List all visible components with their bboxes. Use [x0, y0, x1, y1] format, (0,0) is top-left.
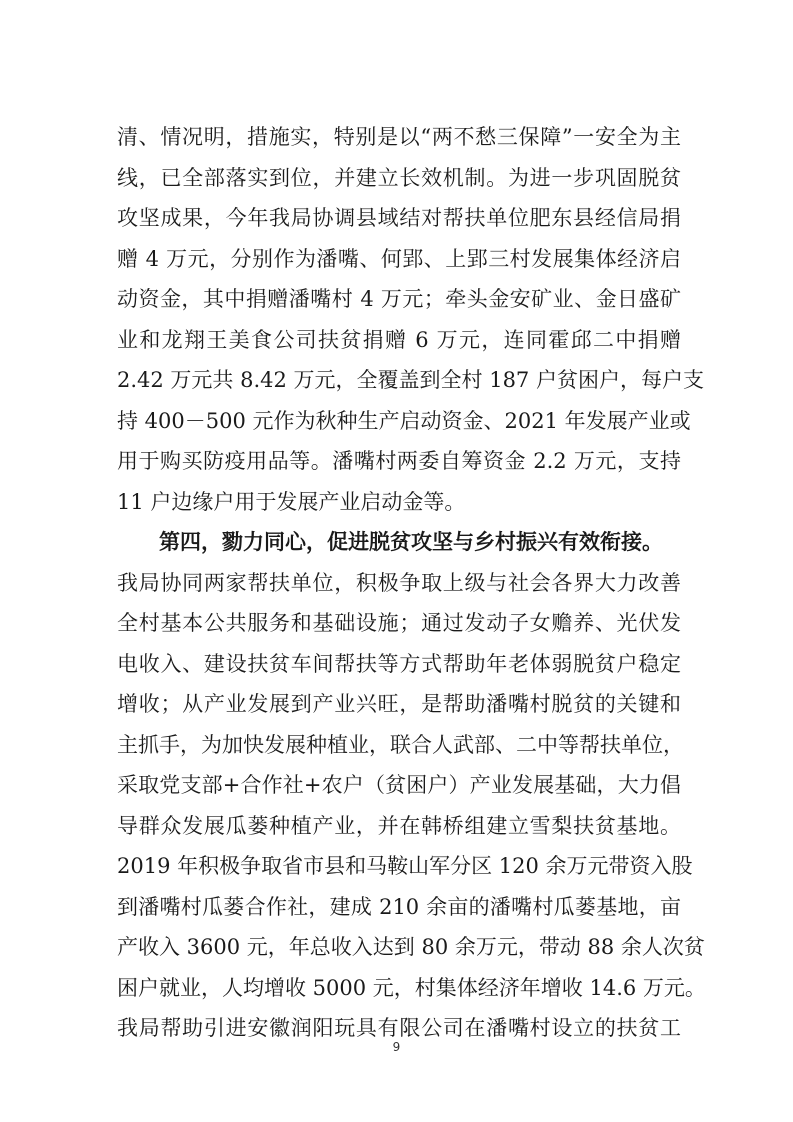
paragraph-line: 持 400－500 元作为秋种生产启动资金、2021 年发展产业或 — [117, 408, 691, 433]
paragraph-1 — [117, 117, 704, 522]
page-number: 9 — [392, 1040, 401, 1054]
paragraph-line: 攻坚成果，今年我局协调县域结对帮扶单位肥东县经信局捐 — [117, 206, 681, 230]
paragraph-line: 我局帮助引进安徽润阳玩具有限公司在潘嘴村设立的扶贫工 — [117, 1016, 681, 1040]
paragraph-line: 2.42 万元共 8.42 万元，全覆盖到全村 187 户贫困户，每户支 — [117, 368, 704, 392]
paragraph-line: 赠 4 万元，分别作为潘嘴、何郢、上郢三村发展集体经济启 — [117, 246, 681, 271]
paragraph-line: 主抓手，为加快发展种植业，联合人武部、二中等帮扶单位， — [117, 732, 684, 757]
paragraph-line: 动资金，其中捐赠潘嘴村 4 万元；牵头金安矿业、金日盛矿 — [117, 287, 681, 311]
paragraph-line: 清、情况明，措施实，特别是以“两不愁三保障”一安全为主 — [117, 125, 681, 149]
paragraph-line: 2019 年积极争取省市县和马鞍山军分区 120 余万元带资入股 — [117, 854, 693, 878]
paragraph-line: 导群众发展瓜蒌种植产业，并在韩桥组建立雪梨扶贫基地。 — [117, 813, 681, 838]
paragraph-line: 到潘嘴村瓜蒌合作社，建成 210 余亩的潘嘴村瓜蒌基地，亩 — [117, 894, 681, 919]
section-heading: 第四，勠力同心，促进脱贫攻坚与乡村振兴有效衔接。 — [159, 529, 663, 554]
paragraph-line: 产收入 3600 元，年总收入达到 80 余万元，带动 88 余人次贫 — [117, 935, 705, 959]
paragraph-line: 困户就业，人均增收 5000 元，村集体经济年增收 14.6 万元。 — [117, 975, 706, 1000]
paragraph-line: 采取党支部+合作社+农户（贫困户）产业发展基础，大力倡 — [117, 773, 681, 797]
paragraph-line: 全村基本公共服务和基础设施；通过发动子女赡养、光伏发 — [117, 611, 681, 635]
paragraph-line: 我局协同两家帮扶单位，积极争取上级与社会各界大力改善 — [117, 570, 681, 595]
paragraph-line: 业和龙翔王美食公司扶贫捐赠 6 万元，连同霍邱二中捐赠 — [117, 327, 681, 352]
paragraph-line: 11 户边缘户用于发展产业启动金等。 — [117, 489, 466, 514]
paragraph-line: 用于购买防疫用品等。潘嘴村两委自筹资金 2.2 万元，支持 — [117, 449, 681, 473]
paragraph-2 — [117, 522, 706, 1049]
paragraph-line: 电收入、建设扶贫车间帮扶等方式帮助年老体弱脱贫户稳定 — [117, 651, 681, 676]
paragraph-line: 线，已全部落实到位，并建立长效机制。为进一步巩固脱贫 — [117, 165, 681, 190]
paragraph-line: 增收；从产业发展到产业兴旺，是帮助潘嘴村脱贫的关键和 — [117, 692, 681, 716]
